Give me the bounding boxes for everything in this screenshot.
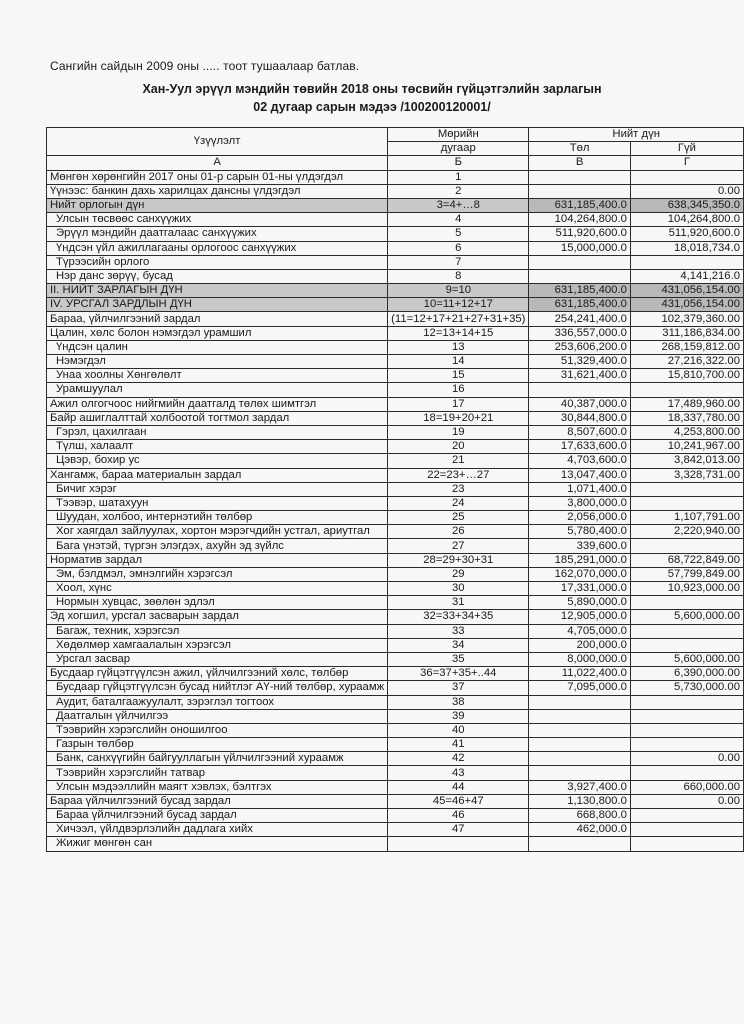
row-plan-value: 4,705,000.0 [529, 624, 630, 638]
table-row [47, 638, 744, 652]
row-plan-value: 3,800,000.0 [529, 496, 630, 510]
row-label: Түрээсийн орлого [47, 255, 388, 269]
table-row [47, 440, 744, 454]
header-col-v: В [529, 156, 630, 170]
row-code: 3=4+…8 [388, 198, 529, 212]
row-label: Даатгалын үйлчилгээ [47, 709, 388, 723]
row-label: Бараа үйлчилгээний бусад зардал [47, 809, 388, 823]
row-label: Багаж, техник, хэрэгсэл [47, 624, 388, 638]
row-actual-value: 431,056,154.00 [630, 284, 743, 298]
row-actual-value [630, 695, 743, 709]
row-label: Эрүүл мэндийн даатгалаас санхүүжих [47, 227, 388, 241]
table-row [47, 752, 744, 766]
row-actual-value [630, 809, 743, 823]
row-label: II. НИЙТ ЗАРЛАГЫН ДҮН [47, 284, 388, 298]
row-code: 38 [388, 695, 529, 709]
row-code: 44 [388, 780, 529, 794]
row-plan-value: 511,920,600.0 [529, 227, 630, 241]
table-row [47, 397, 744, 411]
table-row [47, 298, 744, 312]
row-label: Ажил олгогчоос нийгмийн даатгалд төлөх шимтгэл [47, 397, 388, 411]
row-code: 18=19+20+21 [388, 411, 529, 425]
row-label: Нэр данс зөрүү, бусад [47, 269, 388, 283]
row-code: 14 [388, 355, 529, 369]
row-code: 45=46+47 [388, 794, 529, 808]
row-actual-value [630, 823, 743, 837]
row-label: Тээврийн хэрэгслийн оношилгоо [47, 723, 388, 737]
row-label: Гэрэл, цахилгаан [47, 425, 388, 439]
row-label: Цалин, хөлс болон нэмэгдэл урамшил [47, 326, 388, 340]
table-row [47, 809, 744, 823]
row-actual-value [630, 255, 743, 269]
row-actual-value: 18,337,780.00 [630, 411, 743, 425]
row-actual-value [630, 496, 743, 510]
row-plan-value: 104,264,800.0 [529, 213, 630, 227]
row-code: 37 [388, 681, 529, 695]
table-row [47, 539, 744, 553]
row-label: Мөнгөн хөрөнгийн 2017 оны 01-р сарын 01-ны үлдэгдэл [47, 170, 388, 184]
row-actual-value: 4,141,216.0 [630, 269, 743, 283]
row-actual-value: 660,000.00 [630, 780, 743, 794]
row-label: Үүнээс: банкин дахь харилцах дансны үлдэгдэл [47, 184, 388, 198]
row-actual-value: 638,345,350.0 [630, 198, 743, 212]
table-row [47, 454, 744, 468]
row-actual-value [630, 638, 743, 652]
row-plan-value: 31,621,400.0 [529, 369, 630, 383]
table-row [47, 723, 744, 737]
row-actual-value: 3,328,731.00 [630, 468, 743, 482]
row-actual-value [630, 709, 743, 723]
table-row [47, 312, 744, 326]
row-plan-value: 253,606,200.0 [529, 340, 630, 354]
row-actual-value: 2,220,940.00 [630, 525, 743, 539]
row-code: 19 [388, 425, 529, 439]
table-row [47, 383, 744, 397]
row-actual-value: 10,923,000.00 [630, 582, 743, 596]
header-col-a: А [47, 156, 388, 170]
row-actual-value [630, 723, 743, 737]
row-plan-value: 336,557,000.0 [529, 326, 630, 340]
row-plan-value: 1,071,400.0 [529, 482, 630, 496]
table-row [47, 553, 744, 567]
row-code: 16 [388, 383, 529, 397]
row-label: Нэмэгдэл [47, 355, 388, 369]
row-code: 9=10 [388, 284, 529, 298]
row-plan-value [529, 723, 630, 737]
row-code: 42 [388, 752, 529, 766]
table-row [47, 184, 744, 198]
row-code: 46 [388, 809, 529, 823]
row-code: 20 [388, 440, 529, 454]
row-plan-value: 51,329,400.0 [529, 355, 630, 369]
row-code: 29 [388, 567, 529, 581]
row-actual-value: 102,379,360.00 [630, 312, 743, 326]
row-plan-value: 12,905,000.0 [529, 610, 630, 624]
row-label: Бусдаар гүйцэтгүүлсэн бусад нийтлэг АҮ-ний төлбөр, хураамж [47, 681, 388, 695]
row-code: 30 [388, 582, 529, 596]
row-actual-value: 27,216,322.00 [630, 355, 743, 369]
row-label: Урамшуулал [47, 383, 388, 397]
table-row [47, 468, 744, 482]
report-subtitle: 02 дугаар сарын мэдээ /100200120001/ [253, 100, 491, 114]
row-code: 34 [388, 638, 529, 652]
row-label: Унаа хоолны Хөнгөлөлт [47, 369, 388, 383]
row-plan-value [529, 695, 630, 709]
row-plan-value: 200,000.0 [529, 638, 630, 652]
row-actual-value [630, 383, 743, 397]
row-code: 33 [388, 624, 529, 638]
row-actual-value: 268,159,812.00 [630, 340, 743, 354]
row-code: 25 [388, 511, 529, 525]
table-body [47, 170, 744, 851]
row-plan-value [529, 738, 630, 752]
row-actual-value: 57,799,849.00 [630, 567, 743, 581]
row-label: IV. УРСГАЛ ЗАРДЛЫН ДҮН [47, 298, 388, 312]
row-plan-value: 17,633,600.0 [529, 440, 630, 454]
row-actual-value [630, 738, 743, 752]
row-label: Эд хогшил, урсгал засварын зардал [47, 610, 388, 624]
row-plan-value: 4,703,600.0 [529, 454, 630, 468]
row-code: 40 [388, 723, 529, 737]
row-plan-value: 11,022,400.0 [529, 667, 630, 681]
table-row [47, 766, 744, 780]
row-label: Түлш, халаалт [47, 440, 388, 454]
row-actual-value: 5,730,000.00 [630, 681, 743, 695]
row-label: Бараа, үйлчилгээний зардал [47, 312, 388, 326]
row-plan-value: 13,047,400.0 [529, 468, 630, 482]
table-row [47, 582, 744, 596]
row-plan-value: 5,780,400.0 [529, 525, 630, 539]
row-actual-value: 15,810,700.00 [630, 369, 743, 383]
table-row [47, 780, 744, 794]
row-code: 28=29+30+31 [388, 553, 529, 567]
row-plan-value: 162,070,000.0 [529, 567, 630, 581]
table-row [47, 425, 744, 439]
row-actual-value [630, 624, 743, 638]
row-plan-value: 339,600.0 [529, 539, 630, 553]
table-row [47, 652, 744, 666]
table-row [47, 596, 744, 610]
row-code: 5 [388, 227, 529, 241]
row-plan-value: 8,507,600.0 [529, 425, 630, 439]
table-row [47, 198, 744, 212]
table-row [47, 355, 744, 369]
header-line-no-2: дугаар [388, 142, 529, 156]
row-label: Эм, бэлдмэл, эмнэлгийн хэрэгсэл [47, 567, 388, 581]
header-plan: Төл [529, 142, 630, 156]
row-actual-value: 5,600,000.00 [630, 610, 743, 624]
table-row [47, 411, 744, 425]
table-row [47, 667, 744, 681]
row-plan-value: 668,800.0 [529, 809, 630, 823]
table-row [47, 681, 744, 695]
row-label: Аудит, баталгаажуулалт, зэрэглэл тогтоох [47, 695, 388, 709]
row-code: 10=11+12+17 [388, 298, 529, 312]
row-code: 13 [388, 340, 529, 354]
table-row [47, 823, 744, 837]
header-indicator: Үзүүлэлт [47, 128, 388, 156]
table-row [47, 794, 744, 808]
row-code: 21 [388, 454, 529, 468]
row-plan-value [529, 709, 630, 723]
row-label: Бараа үйлчилгээний бусад зардал [47, 794, 388, 808]
row-label: Байр ашиглалттай холбоотой тогтмол зардал [47, 411, 388, 425]
row-code: 41 [388, 738, 529, 752]
table-row [47, 837, 744, 851]
table-row [47, 227, 744, 241]
row-actual-value: 311,186,834.00 [630, 326, 743, 340]
row-code: (11=12+17+21+27+31+35) [388, 312, 529, 326]
row-plan-value: 30,844,800.0 [529, 411, 630, 425]
table-row [47, 213, 744, 227]
row-code: 22=23+…27 [388, 468, 529, 482]
row-plan-value: 15,000,000.0 [529, 241, 630, 255]
row-code: 4 [388, 213, 529, 227]
expense-report-table [46, 127, 744, 852]
row-plan-value: 2,056,000.0 [529, 511, 630, 525]
row-actual-value [630, 539, 743, 553]
row-plan-value [529, 269, 630, 283]
row-label: Хог хаягдал зайлуулах, хортон мэрэгчдийн устгал, ариутгал [47, 525, 388, 539]
report-title: Хан-Уул эрүүл мэндийн төвийн 2018 оны төсвийн гүйцэтгэлийн зарлагын [142, 82, 602, 96]
approval-note: Сангийн сайдын 2009 оны ..... тоот тушаалаар батлав. [50, 59, 360, 73]
row-code: 6 [388, 241, 529, 255]
row-label: Хоол, хүнс [47, 582, 388, 596]
row-actual-value: 431,056,154.00 [630, 298, 743, 312]
row-plan-value: 8,000,000.0 [529, 652, 630, 666]
row-label: Норматив зардал [47, 553, 388, 567]
row-label: Газрын төлбөр [47, 738, 388, 752]
row-label: Үндсэн цалин [47, 340, 388, 354]
row-plan-value: 5,890,000.0 [529, 596, 630, 610]
row-plan-value: 631,185,400.0 [529, 298, 630, 312]
row-actual-value: 68,722,849.00 [630, 553, 743, 567]
row-actual-value: 104,264,800.0 [630, 213, 743, 227]
row-code: 26 [388, 525, 529, 539]
row-plan-value [529, 255, 630, 269]
row-code: 27 [388, 539, 529, 553]
row-plan-value: 462,000.0 [529, 823, 630, 837]
row-plan-value: 3,927,400.0 [529, 780, 630, 794]
row-code: 2 [388, 184, 529, 198]
table-row [47, 269, 744, 283]
row-actual-value: 4,253,800.00 [630, 425, 743, 439]
row-code [388, 837, 529, 851]
table-row [47, 326, 744, 340]
row-code: 36=37+35+..44 [388, 667, 529, 681]
header-actual: Гүй [630, 142, 743, 156]
header-col-b: Б [388, 156, 529, 170]
row-code: 23 [388, 482, 529, 496]
header-line-no-1: Мөрийн [388, 128, 529, 142]
row-plan-value: 631,185,400.0 [529, 198, 630, 212]
row-actual-value: 18,018,734.0 [630, 241, 743, 255]
row-plan-value [529, 837, 630, 851]
table-row [47, 284, 744, 298]
row-code: 17 [388, 397, 529, 411]
row-code: 39 [388, 709, 529, 723]
row-actual-value: 0.00 [630, 184, 743, 198]
row-plan-value [529, 184, 630, 198]
row-label: Тээвэр, шатахуун [47, 496, 388, 510]
row-label: Банк, санхүүгийн байгууллагын үйлчилгээний хураамж [47, 752, 388, 766]
table-row [47, 482, 744, 496]
table-row [47, 567, 744, 581]
row-plan-value: 185,291,000.0 [529, 553, 630, 567]
row-code: 7 [388, 255, 529, 269]
table-row [47, 709, 744, 723]
row-label: Тээврийн хэрэгслийн татвар [47, 766, 388, 780]
row-plan-value: 1,130,800.0 [529, 794, 630, 808]
row-code: 43 [388, 766, 529, 780]
row-label: Улсын төсвөөс санхүүжих [47, 213, 388, 227]
row-actual-value: 3,842,013.00 [630, 454, 743, 468]
row-label: Бага үнэтэй, түргэн элэгдэх, ахуйн эд зүйлс [47, 539, 388, 553]
row-actual-value: 1,107,791.00 [630, 511, 743, 525]
row-actual-value: 5,600,000.00 [630, 652, 743, 666]
row-label: Бичиг хэрэг [47, 482, 388, 496]
row-code: 1 [388, 170, 529, 184]
row-actual-value: 6,390,000.00 [630, 667, 743, 681]
row-code: 12=13+14+15 [388, 326, 529, 340]
row-label: Хичээл, үйлдвэрлэлийн дадлага хийх [47, 823, 388, 837]
row-plan-value [529, 383, 630, 397]
row-label: Үндсэн үйл ажиллагааны орлогоос санхүүжих [47, 241, 388, 255]
table-row [47, 511, 744, 525]
row-label: Улсын мэдээллийн маягт хэвлэх, бэлтгэх [47, 780, 388, 794]
row-actual-value: 0.00 [630, 752, 743, 766]
row-code: 35 [388, 652, 529, 666]
row-label: Шуудан, холбоо, интернэтийн төлбөр [47, 511, 388, 525]
row-actual-value: 17,489,960.00 [630, 397, 743, 411]
row-label: Урсгал засвар [47, 652, 388, 666]
row-actual-value [630, 837, 743, 851]
header-total: Нийт дүн [529, 128, 744, 142]
row-actual-value [630, 482, 743, 496]
row-code: 8 [388, 269, 529, 283]
row-code: 24 [388, 496, 529, 510]
table-row [47, 525, 744, 539]
table-row [47, 170, 744, 184]
row-plan-value [529, 752, 630, 766]
row-label: Нормын хувцас, зөөлөн эдлэл [47, 596, 388, 610]
table-row [47, 610, 744, 624]
row-actual-value: 0.00 [630, 794, 743, 808]
table-row [47, 241, 744, 255]
row-plan-value: 17,331,000.0 [529, 582, 630, 596]
row-actual-value: 511,920,600.0 [630, 227, 743, 241]
table-row [47, 624, 744, 638]
table-row [47, 369, 744, 383]
row-plan-value: 40,387,000.0 [529, 397, 630, 411]
header-col-g: Г [630, 156, 743, 170]
row-plan-value: 631,185,400.0 [529, 284, 630, 298]
row-actual-value [630, 170, 743, 184]
row-label: Бусдаар гүйцэтгүүлсэн ажил, үйлчилгээний хөлс, төлбөр [47, 667, 388, 681]
row-actual-value: 10,241,967.00 [630, 440, 743, 454]
row-code: 47 [388, 823, 529, 837]
table-row [47, 255, 744, 269]
table-row [47, 496, 744, 510]
table-row [47, 738, 744, 752]
row-actual-value [630, 766, 743, 780]
row-plan-value: 254,241,400.0 [529, 312, 630, 326]
row-label: Хангамж, бараа материалын зардал [47, 468, 388, 482]
table-row [47, 340, 744, 354]
row-plan-value [529, 170, 630, 184]
table-row [47, 695, 744, 709]
row-code: 32=33+34+35 [388, 610, 529, 624]
row-actual-value [630, 596, 743, 610]
row-label: Нийт орлогын дүн [47, 198, 388, 212]
row-label: Хөдөлмөр хамгаалалын хэрэгсэл [47, 638, 388, 652]
row-plan-value: 7,095,000.0 [529, 681, 630, 695]
row-label: Цэвэр, бохир ус [47, 454, 388, 468]
row-label: Жижиг мөнгөн сан [47, 837, 388, 851]
row-code: 15 [388, 369, 529, 383]
row-code: 31 [388, 596, 529, 610]
row-plan-value [529, 766, 630, 780]
